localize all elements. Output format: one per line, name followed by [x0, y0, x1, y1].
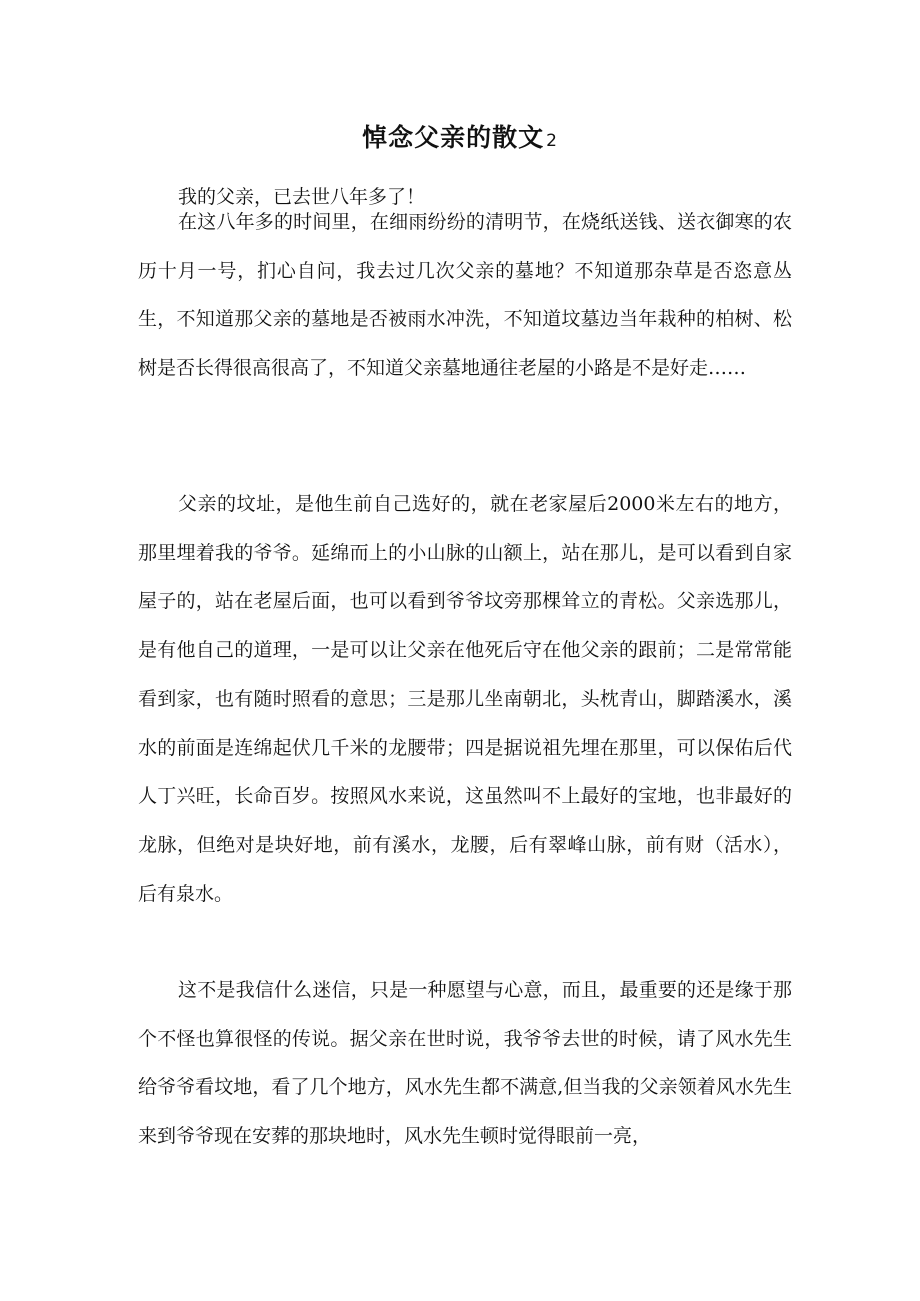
paragraph-2: 在这八年多的时间里，在细雨纷纷的清明节，在烧纸送钱、送衣御寒的农历十月一号，扪心自问，我去过几次父亲的墓地？不知道那杂草是否恣意丛生，不知道那父亲的墓地是否被雨水冲洗，不知道坟墓边当年栽种的柏树、松树是否长得很高很高了，不知道父亲墓地通往老屋的小路是不是好走……	[138, 211, 792, 380]
document-title	[0, 118, 920, 154]
title-number: 2	[546, 131, 558, 151]
paragraph-3: 父亲的坟址，是他生前自己选好的，就在老家屋后2000米左右的地方，那里埋着我的爷爷。延绵而上的小山脉的山额上，站在那儿，是可以看到自家屋子的，站在老屋后面，也可以看到爷爷坟旁那棵耸立的青松。父亲选那儿，是有他自己的道理，一是可以让父亲在他死后守在他父亲的跟前；二是常常能看到家，也有随时照看的意思；三是那儿坐南朝北，头枕青山，脚踏溪水，溪水的前面是连绵起伏几千米的龙腰带；四是据说祖先埋在那里，可以保佑后代人丁兴旺，长命百岁。按照风水来说，这虽然叫不上最好的宝地，也非最好的龙脉，但绝对是块好地，前有溪水，龙腰，后有翠峰山脉，前有财（活水），后有泉水。	[138, 493, 792, 905]
title-text: 悼念父亲的散文	[362, 123, 545, 152]
paragraph-4: 这不是我信什么迷信，只是一种愿望与心意，而且，最重要的还是缘于那个不怪也算很怪的传说。据父亲在世时说，我爷爷去世的时候，请了风水先生给爷爷看坟地，看了几个地方，风水先生都不满意,但当我的父亲领着风水先生来到爷爷现在安葬的那块地时，风水先生顿时觉得眼前一亮，	[138, 979, 792, 1148]
paragraph-1: 我的父亲，已去世八年多了！	[178, 186, 426, 208]
